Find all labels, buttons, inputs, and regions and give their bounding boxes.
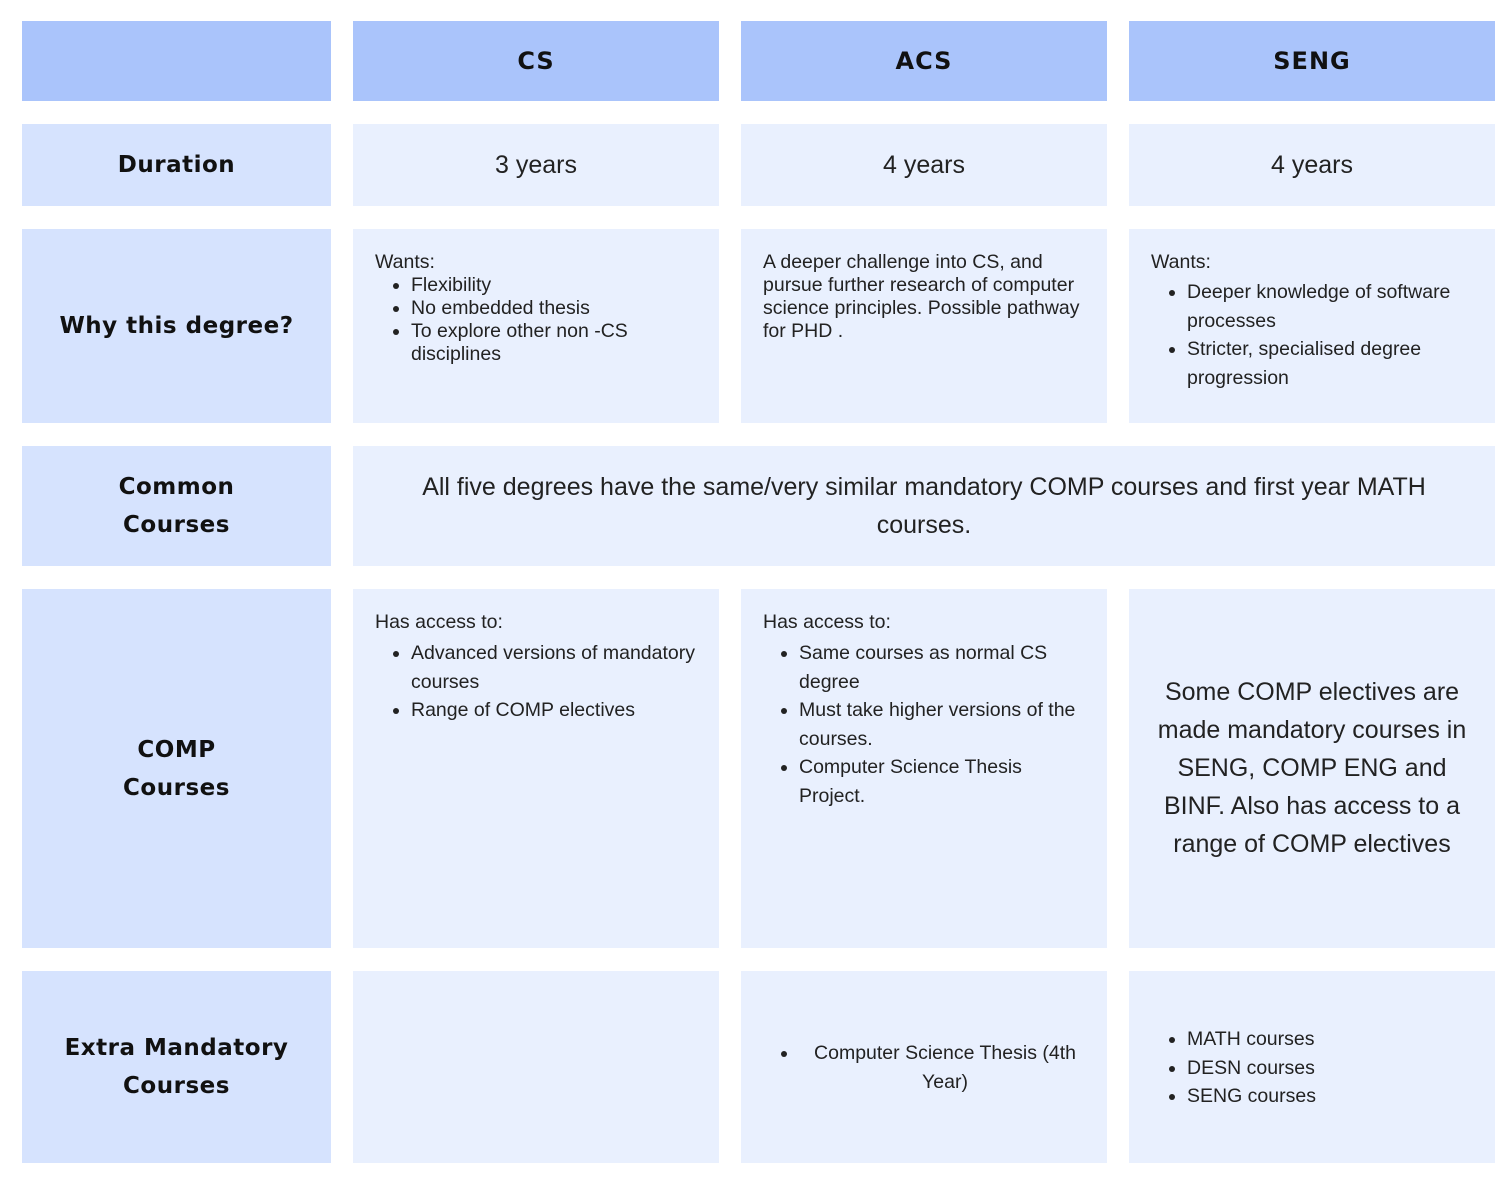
why-cs-list xyxy=(375,274,697,366)
list-item: • No embedded thesis xyxy=(411,297,697,320)
extra-acs-cell xyxy=(741,971,1107,1163)
row-label-text: Courses xyxy=(123,1073,230,1099)
column-header-acs xyxy=(741,21,1107,101)
row-label-text: Duration xyxy=(117,152,236,178)
extra-cs-cell xyxy=(353,971,719,1163)
column-header-label: ACS xyxy=(895,47,953,75)
list-item: • DESN courses xyxy=(1187,1054,1473,1083)
comp-acs-cell xyxy=(741,589,1107,948)
list-item: • SENG courses xyxy=(1187,1082,1473,1111)
duration-value: 3 years xyxy=(495,151,577,179)
row-label-text: COMP xyxy=(137,736,216,763)
list-item: • Computer Science Thesis (4th Year) xyxy=(799,1039,1077,1096)
why-acs-cell xyxy=(741,229,1107,423)
extra-seng-cell xyxy=(1129,971,1495,1163)
common-courses-text: All five degrees have the same/very similar mandatory COMP courses and first year MATH courses. xyxy=(422,473,1426,539)
comp-seng-text: Some COMP electives are made mandatory courses in SENG, COMP ENG and BINF. Also has access to a range of COMP electives xyxy=(1157,678,1467,858)
why-acs-text: A deeper challenge into CS, and pursue further research of computer science principles. Possible pathway for PHD . xyxy=(763,251,1080,342)
column-header-label: SENG xyxy=(1273,47,1351,75)
row-label-text: Courses xyxy=(123,512,230,538)
duration-seng-cell xyxy=(1129,124,1495,206)
row-label-comp xyxy=(22,589,331,948)
list-item: • Must take higher versions of the courses. xyxy=(799,696,1085,753)
list-item: • Stricter, specialised degree progression xyxy=(1187,335,1473,392)
list-item: • Flexibility xyxy=(411,274,697,297)
list-item: • Same courses as normal CS degree xyxy=(799,639,1085,696)
list-item: • Deeper knowledge of software processes xyxy=(1187,278,1473,335)
header-corner xyxy=(22,21,331,101)
extra-acs-list xyxy=(763,1039,1077,1096)
why-seng-intro: Wants: xyxy=(1151,251,1211,273)
comp-acs-intro: Has access to: xyxy=(763,611,891,633)
row-label-text: Courses xyxy=(123,774,230,801)
column-header-cs xyxy=(353,21,719,101)
row-label-text: Common xyxy=(118,474,235,500)
duration-cs-cell xyxy=(353,124,719,206)
row-label-text: Why this degree? xyxy=(59,313,294,339)
comp-acs-list xyxy=(763,639,1085,810)
row-label-extra xyxy=(22,971,331,1163)
row-label-text: Extra Mandatory xyxy=(64,1035,289,1061)
list-item: • Advanced versions of mandatory courses xyxy=(411,639,697,696)
list-item: • To explore other non -CS disciplines xyxy=(411,320,697,366)
column-header-seng xyxy=(1129,21,1495,101)
list-item: • Range of COMP electives xyxy=(411,696,697,725)
comp-cs-intro: Has access to: xyxy=(375,611,503,633)
duration-acs-cell xyxy=(741,124,1107,206)
row-label-duration xyxy=(22,124,331,206)
duration-value: 4 years xyxy=(883,151,965,179)
why-cs-cell xyxy=(353,229,719,423)
comp-cs-cell xyxy=(353,589,719,948)
column-header-label: CS xyxy=(517,47,555,75)
why-seng-list xyxy=(1151,278,1473,392)
comp-seng-cell xyxy=(1129,589,1495,948)
row-label-why xyxy=(22,229,331,423)
why-seng-cell xyxy=(1129,229,1495,423)
common-courses-cell xyxy=(353,446,1495,566)
list-item: • Computer Science Thesis Project. xyxy=(799,753,1085,810)
list-item: • MATH courses xyxy=(1187,1025,1473,1054)
duration-value: 4 years xyxy=(1271,151,1353,179)
extra-seng-list xyxy=(1151,1025,1473,1111)
comp-cs-list xyxy=(375,639,697,725)
row-label-common xyxy=(22,446,331,566)
why-cs-intro: Wants: xyxy=(375,251,435,273)
